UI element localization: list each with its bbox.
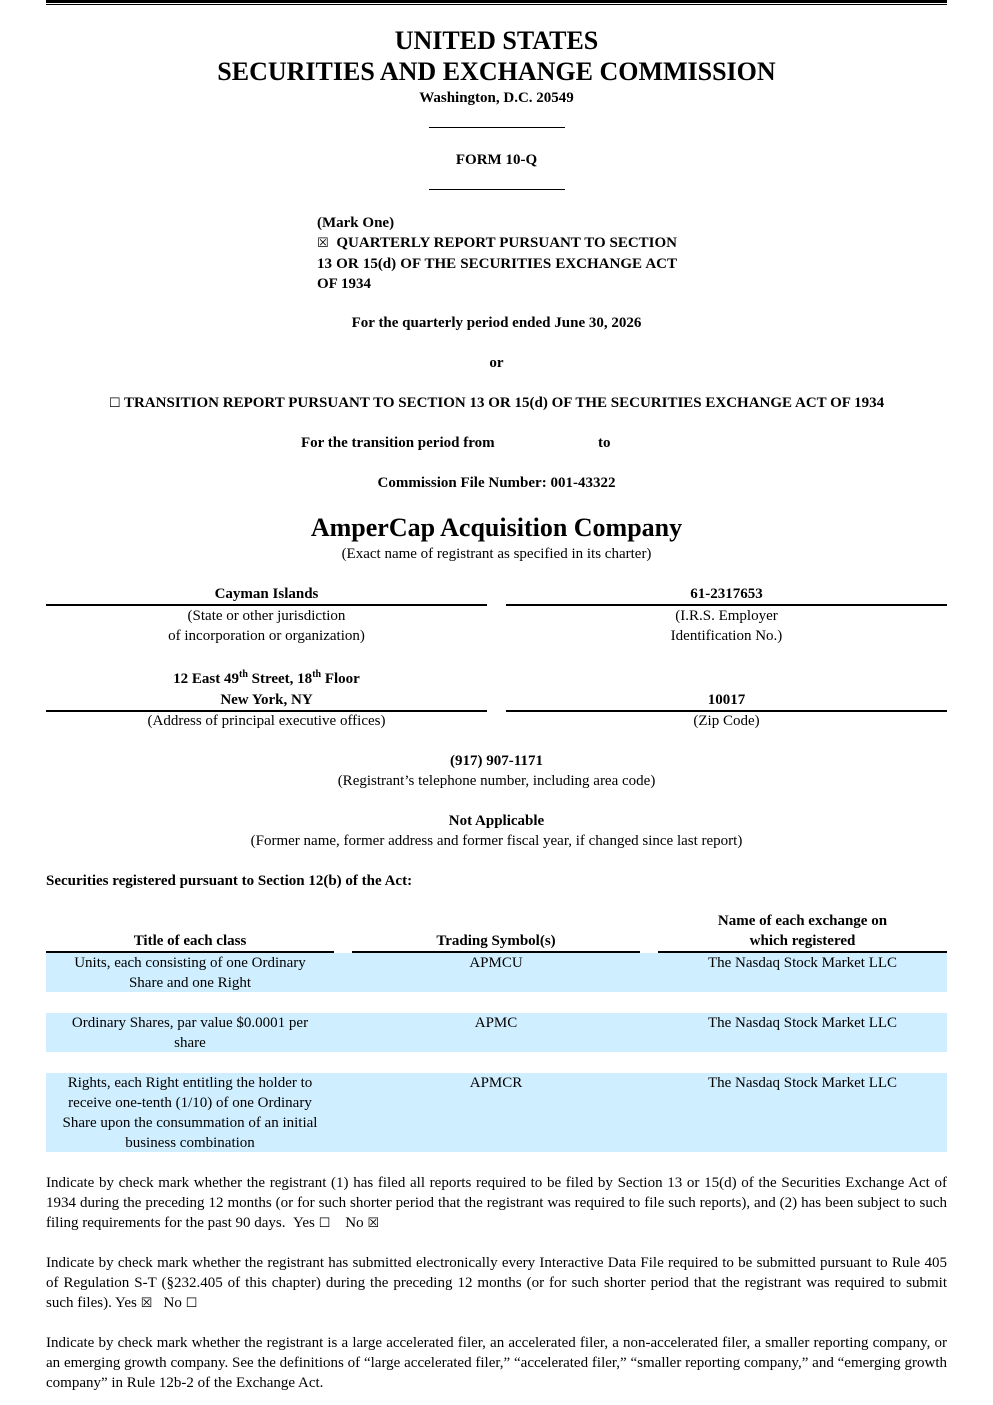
header-line: which registered [749, 933, 856, 949]
transition-report-text: TRANSITION REPORT PURSUANT TO SECTION 13 OR 15(d) OF THE SECURITIES EXCHANGE ACT OF 1934 [123, 395, 885, 411]
address-sup: th [312, 669, 322, 680]
caption-line: Identification No.) [670, 628, 783, 644]
row-title [46, 1073, 334, 1153]
former-name: Not Applicable [448, 813, 545, 829]
header-line: Name of each exchange on [717, 913, 888, 929]
paragraph-text: Indicate by check mark whether the registrant has submitted electronically every Interactive Data File required to be submitted pursuant to Rule 405 of Regulation S-T (§232.405 of this chapter) during the preceding 12 months (or for such shorter period that the registrant was required to submit such files). [46, 1255, 947, 1311]
address-caption: (Address of principal executive offices) [147, 713, 386, 729]
paragraph-text: Indicate by check mark whether the registrant (1) has filed all reports required to be filed by Section 13 or 15(d) of the Securities Exchange Act of 1934 during the preceding 12 months (or for such shorter period that the registrant was required to file such reports), and (2) has been subject to such filing requirements for the past 90 days. [46, 1175, 947, 1231]
form-type: FORM 10-Q [455, 152, 538, 168]
caption-line: (I.R.S. Employer [675, 608, 778, 624]
former-name-caption: (Former name, former address and former fiscal year, if changed since last report) [250, 833, 743, 849]
no-label: No [163, 1295, 182, 1311]
company-name-caption: (Exact name of registrant as specified in its charter) [341, 546, 652, 562]
address-part: Floor [321, 671, 360, 687]
checkbox-checked-icon: ☒ [317, 236, 329, 251]
checkbox-checked-icon: ☒ [140, 1296, 153, 1311]
checkbox-checked-icon: ☒ [367, 1216, 380, 1231]
title-line: Units, each consisting of one Ordinary [74, 955, 306, 971]
interactive-data-paragraph [46, 1253, 947, 1314]
header-city: Washington, D.C. 20549 [419, 90, 574, 106]
quarterly-report-text: QUARTERLY REPORT PURSUANT TO SECTION 13 OR 15(d) OF THE SECURITIES EXCHANGE ACT OF 1934 [317, 235, 677, 292]
company-name: AmperCap Acquisition Company [310, 513, 683, 542]
divider [429, 127, 565, 128]
address-part: Street, 18 [247, 671, 313, 687]
title-line: share [174, 1035, 206, 1051]
title-line: business combination [125, 1135, 255, 1151]
row-exchange: The Nasdaq Stock Market LLC [707, 955, 898, 971]
checkbox-empty-icon: ☐ [185, 1296, 198, 1311]
transition-period-from: For the transition period from [301, 435, 495, 451]
commission-file-number: Commission File Number: 001-43322 [377, 475, 616, 491]
mark-one-label: (Mark One) [317, 215, 395, 231]
transition-period-to: to [598, 435, 611, 451]
row-symbol: APMCR [469, 1075, 523, 1091]
address-sup: th [238, 669, 248, 680]
or-separator: or [489, 355, 504, 371]
row-symbol: APMC [474, 1015, 518, 1031]
header-line2: SECURITIES AND EXCHANGE COMMISSION [217, 57, 776, 86]
jurisdiction: Cayman Islands [214, 586, 319, 602]
phone-number: (917) 907-1171 [450, 753, 543, 769]
transition-report-option [0, 393, 993, 414]
securities-heading: Securities registered pursuant to Section 12(b) of the Act: [46, 873, 413, 889]
row-exchange: The Nasdaq Stock Market LLC [707, 1015, 898, 1031]
title-line: Share upon the consummation of an initial [62, 1115, 318, 1131]
title-line: receive one-tenth (1/10) of one Ordinary [68, 1095, 312, 1111]
ein-caption [506, 606, 947, 646]
title-line: Ordinary Shares, par value $0.0001 per [71, 1015, 309, 1031]
row-symbol: APMCU [469, 955, 523, 971]
header-line1: UNITED STATES [394, 26, 599, 55]
mark-one-block [317, 213, 677, 294]
address-part: 12 East 49 [173, 671, 239, 687]
row-exchange: The Nasdaq Stock Market LLC [707, 1075, 898, 1091]
caption-line: of incorporation or organization) [168, 628, 365, 644]
title-line: Share and one Right [128, 975, 252, 991]
filer-status-paragraph: Indicate by check mark whether the registrant is a large accelerated filer, an accelerated filer, a non-accelerated filer, a smaller reporting company, or an emerging growth company. See the definitions of “large accelerated filer,” “accelerated filer,” “smaller reporting company,” and “emerging growth company” in Rule 12b-2 of the Exchange Act. [46, 1335, 947, 1391]
filing-compliance-paragraph [46, 1173, 947, 1234]
yes-label: Yes [293, 1215, 315, 1231]
col-header-title: Title of each class [133, 933, 247, 949]
divider [429, 189, 565, 190]
quarterly-period: For the quarterly period ended June 30, 2026 [351, 315, 642, 331]
row-title [46, 1013, 334, 1053]
quarterly-report-option [317, 233, 677, 294]
top-rule-thin [46, 4, 947, 5]
address-city: New York, NY [220, 692, 313, 708]
ein: 61-2317653 [690, 586, 763, 602]
caption-line: (State or other jurisdiction [187, 608, 346, 624]
col-header-exchange [658, 911, 947, 951]
address-street [46, 669, 487, 689]
phone-caption: (Registrant’s telephone number, including area code) [337, 773, 656, 789]
checkbox-empty-icon: ☐ [318, 1216, 331, 1231]
title-line: Rights, each Right entitling the holder to [67, 1075, 313, 1091]
no-label: No [345, 1215, 364, 1231]
jurisdiction-caption [46, 606, 487, 646]
col-header-symbol: Trading Symbol(s) [436, 933, 556, 949]
row-title [46, 953, 334, 993]
checkbox-empty-icon: ☐ [108, 396, 121, 411]
yes-label: Yes [115, 1295, 137, 1311]
zip-code: 10017 [707, 692, 746, 708]
top-rule-thick [46, 0, 947, 3]
zip-caption: (Zip Code) [693, 713, 760, 729]
